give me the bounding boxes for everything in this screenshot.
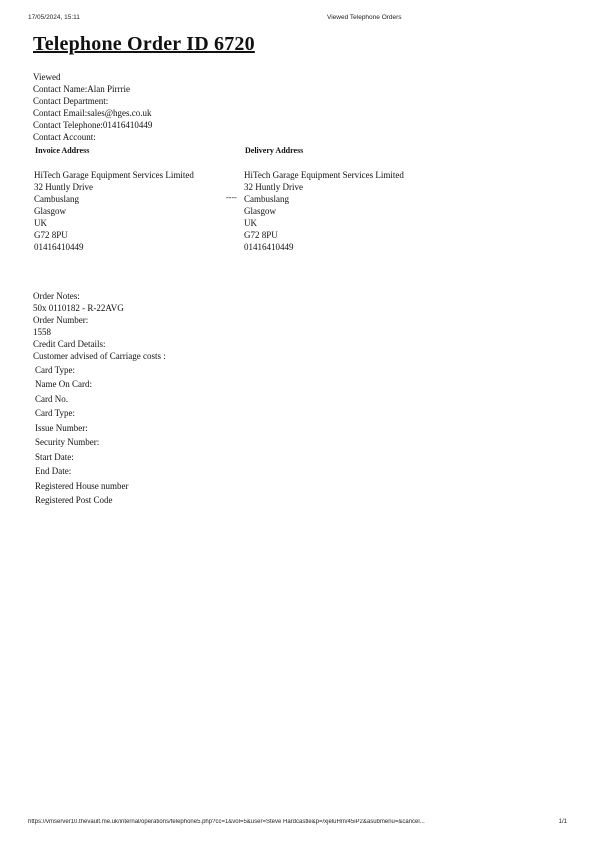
invoice-address-heading: Invoice Address [35,146,90,155]
page-number: 1/1 [558,819,567,825]
print-title: Viewed Telephone Orders [327,14,402,21]
order-notes-label: Order Notes: [33,291,80,301]
card-type-second: Card Type: [35,408,75,418]
contact-name: Contact Name:Alan Pirrrie [33,84,130,94]
invoice-city: Glasgow [34,206,66,216]
delivery-country: UK [244,218,257,228]
card-number: Card No. [35,394,68,404]
delivery-phone: 01416410449 [244,242,294,252]
delivery-street: 32 Huntly Drive [244,182,303,192]
invoice-town: Cambuslang [34,194,79,204]
order-notes-value: 50x 0110182 - R-22AVG [33,303,124,313]
invoice-postcode: G72 8PU [34,230,68,240]
delivery-address [244,169,404,253]
delivery-company: HiTech Garage Equipment Services Limited [244,170,404,180]
contact-department: Contact Department: [33,96,109,106]
contact-telephone: Contact Telephone:01416410449 [33,120,153,130]
order-status: Viewed [33,72,61,82]
delivery-postcode: G72 8PU [244,230,278,240]
carriage-costs: Customer advised of Carriage costs : [33,351,166,361]
name-on-card: Name On Card: [35,379,92,389]
invoice-street: 32 Huntly Drive [34,182,93,192]
credit-card-details: Credit Card Details: [33,339,106,349]
contact-email: Contact Email:sales@hges.co.uk [33,108,152,118]
print-date: 17/05/2024, 15:11 [28,14,80,21]
issue-number: Issue Number: [35,423,88,433]
invoice-phone: 01416410449 [34,242,84,252]
order-number-value: 1558 [33,327,51,337]
address-separator: ---- [226,193,237,202]
start-date: Start Date: [35,452,74,462]
delivery-city: Glasgow [244,206,276,216]
page-title: Telephone Order ID 6720 [33,33,255,55]
delivery-address-heading: Delivery Address [245,146,304,155]
order-number-label: Order Number: [33,315,89,325]
invoice-address [34,169,194,253]
contact-account: Contact Account: [33,132,96,142]
invoice-country: UK [34,218,47,228]
registered-house-number: Registered House number [35,481,129,491]
end-date: End Date: [35,466,72,476]
card-type: Card Type: [35,365,75,375]
delivery-town: Cambuslang [244,194,289,204]
invoice-company: HiTech Garage Equipment Services Limited [34,170,194,180]
page-url: https://vmserver10.thevault.me.uk/internal/operations/telephone5.php?cc=1&vol=5&user=Steve Hardcastle&p=/xjeluHm/45iP2&asubmenu=&cancel... [28,819,425,825]
security-number: Security Number: [35,437,100,447]
print-header [28,14,567,26]
registered-post-code: Registered Post Code [35,495,113,505]
